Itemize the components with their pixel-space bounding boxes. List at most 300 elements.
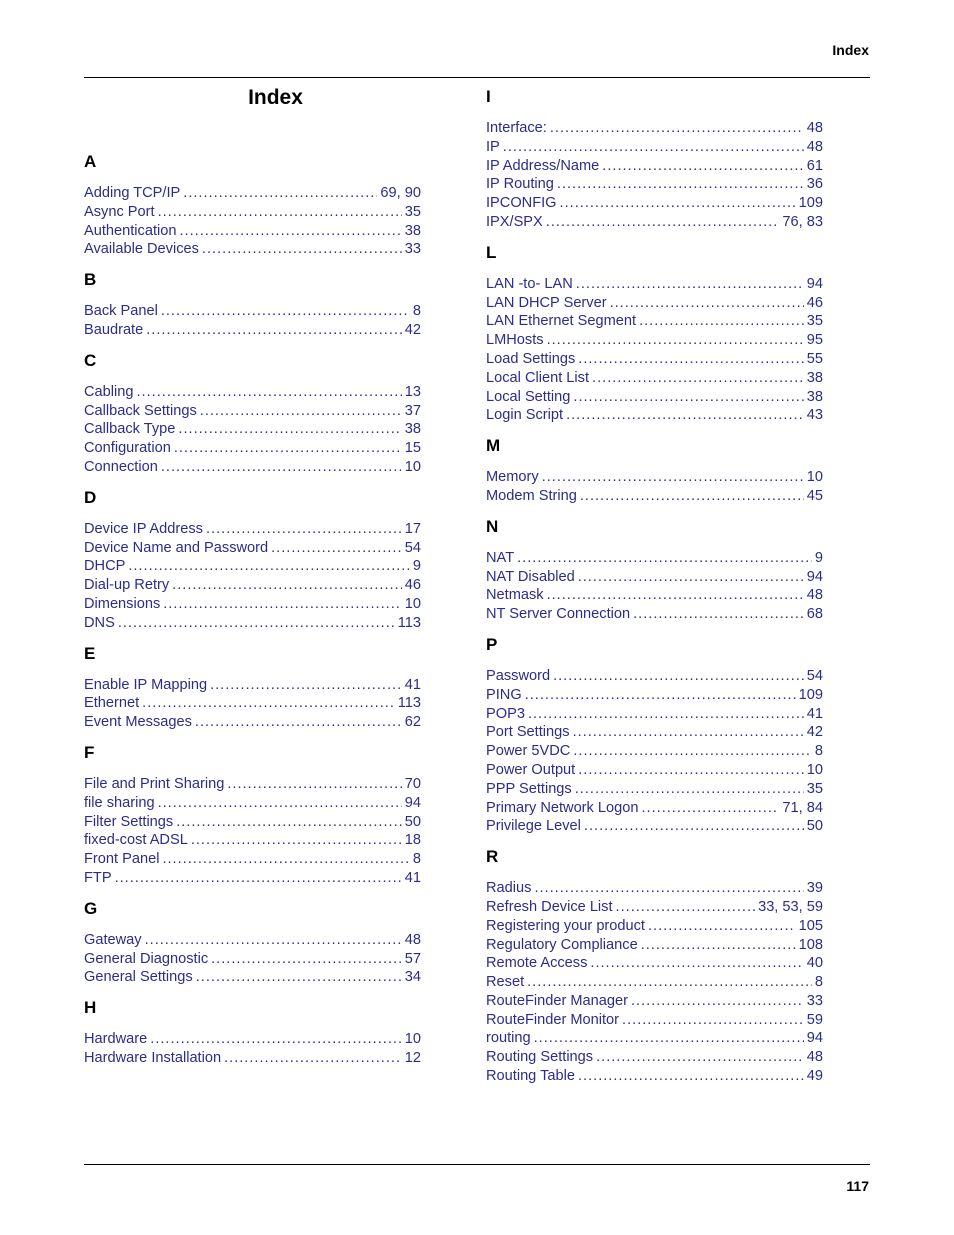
page-references[interactable]: 10 (806, 469, 823, 486)
index-entry[interactable] (486, 917, 823, 936)
index-entry[interactable] (486, 1029, 823, 1048)
page-references[interactable]: 109 (798, 686, 823, 703)
page-references[interactable]: 39 (806, 880, 823, 897)
index-term[interactable]: PING (486, 686, 522, 703)
index-entry[interactable] (486, 954, 823, 973)
index-term[interactable]: NAT Disabled (486, 568, 575, 585)
dot-leader (115, 869, 402, 888)
index-entry[interactable] (486, 350, 823, 369)
dot-leader (172, 576, 402, 595)
index-entry[interactable] (486, 705, 823, 724)
page-references[interactable]: 41 (806, 705, 823, 722)
index-entry[interactable] (486, 138, 823, 157)
index-section (84, 350, 421, 477)
index-term[interactable]: Interface: (486, 120, 547, 136)
index-term[interactable]: Refresh Device List (486, 898, 613, 915)
index-term[interactable]: File and Print Sharing (84, 775, 225, 792)
page-references[interactable]: 34 (404, 969, 421, 986)
page-references[interactable]: 71, 84 (782, 799, 823, 816)
dot-leader (191, 831, 402, 850)
index-term[interactable]: Callback Type (84, 421, 176, 438)
index-entry[interactable] (486, 761, 823, 780)
dot-leader (161, 302, 410, 321)
index-term[interactable]: Power 5VDC (486, 743, 571, 760)
index-entry[interactable] (486, 119, 823, 138)
index-term[interactable]: Reset (486, 974, 525, 991)
index-term[interactable]: LMHosts (486, 332, 544, 349)
running-head: Index (832, 42, 869, 58)
index-entry[interactable] (486, 194, 823, 213)
dot-leader (576, 275, 804, 294)
index-term[interactable]: Port Settings (486, 724, 570, 741)
index-entry[interactable] (84, 520, 421, 539)
page-references[interactable]: 108 (798, 936, 823, 953)
index-entry[interactable] (84, 439, 421, 458)
page-references[interactable]: 57 (404, 950, 421, 967)
dot-leader (641, 936, 796, 955)
index-term[interactable]: Cabling (84, 383, 134, 400)
index-term[interactable]: RouteFinder Monitor (486, 1011, 620, 1028)
index-section (84, 997, 421, 1068)
page-references[interactable]: 10 (404, 1031, 421, 1048)
index-term[interactable]: Gateway (84, 931, 142, 948)
index-term[interactable]: FTP (84, 869, 112, 886)
section-letter: B (84, 270, 97, 290)
index-term[interactable]: Routing Table (486, 1068, 575, 1085)
index-term[interactable]: Connection (84, 458, 158, 475)
index-entry[interactable] (486, 780, 823, 799)
section-letter: A (84, 152, 97, 171)
dot-leader (596, 1048, 804, 1067)
dot-leader (602, 157, 803, 176)
index-entry[interactable] (84, 321, 421, 340)
footer-rule (84, 1164, 870, 1165)
index-term[interactable]: RouteFinder Manager (486, 992, 628, 1009)
page-references[interactable]: 70 (404, 775, 421, 792)
index-term[interactable]: LAN Ethernet Segment (486, 313, 637, 330)
index-entry[interactable] (84, 302, 421, 321)
index-term[interactable]: Dimensions (84, 595, 161, 612)
index-term[interactable]: Password (486, 667, 551, 684)
index-section (84, 487, 421, 633)
page-references[interactable]: 109 (798, 195, 823, 212)
index-entry[interactable] (486, 549, 823, 568)
page-references[interactable]: 9 (412, 558, 421, 575)
dot-leader (180, 222, 402, 241)
dot-leader (566, 406, 804, 425)
page-references[interactable]: 46 (806, 294, 823, 311)
index-entry[interactable] (84, 713, 421, 732)
page-references[interactable]: 8 (412, 303, 421, 320)
index-entry[interactable] (486, 936, 823, 955)
page-references[interactable]: 48 (404, 931, 421, 948)
index-term[interactable]: Ethernet (84, 695, 140, 712)
index-term[interactable]: fixed-cost ADSL (84, 832, 188, 849)
index-term[interactable]: Front Panel (84, 851, 160, 868)
dot-leader (610, 294, 804, 313)
dot-leader (622, 1011, 804, 1030)
index-term[interactable]: LAN -to- LAN (486, 275, 573, 292)
index-term[interactable]: IP (486, 138, 500, 155)
index-term[interactable]: PPP Settings (486, 780, 572, 797)
index-term[interactable]: IPCONFIG (486, 195, 557, 212)
page-references[interactable]: 33 (404, 241, 421, 258)
index-column-right (486, 86, 823, 1096)
index-entry[interactable] (486, 586, 823, 605)
dot-leader (580, 487, 804, 506)
page-references[interactable]: 12 (404, 1049, 421, 1066)
page-references[interactable]: 46 (404, 577, 421, 594)
index-entry[interactable] (486, 992, 823, 1011)
index-entry[interactable] (84, 203, 421, 222)
index-term[interactable]: Baudrate (84, 321, 144, 338)
dot-leader (648, 917, 796, 936)
dot-leader (202, 240, 402, 259)
index-term[interactable]: NT Server Connection (486, 606, 631, 623)
dot-leader (118, 614, 395, 633)
index-entry[interactable] (84, 869, 421, 888)
index-term[interactable]: Modem String (486, 487, 577, 504)
dot-leader (158, 203, 402, 222)
dot-leader (578, 1067, 804, 1086)
index-term[interactable]: Local Client List (486, 369, 590, 386)
index-term[interactable]: Back Panel (84, 303, 158, 320)
index-entry[interactable] (486, 605, 823, 624)
index-section (486, 435, 823, 506)
index-entry[interactable] (486, 369, 823, 388)
index-entry[interactable] (84, 222, 421, 241)
index-term[interactable]: Local Setting (486, 388, 571, 405)
page-references[interactable]: 8 (814, 743, 823, 760)
index-term[interactable]: Privilege Level (486, 818, 581, 835)
page-references[interactable]: 68 (806, 606, 823, 623)
section-letter: R (486, 847, 499, 867)
page-references[interactable]: 59 (806, 1011, 823, 1028)
dot-leader (158, 794, 402, 813)
index-entry[interactable] (84, 931, 421, 950)
page-references[interactable]: 35 (806, 313, 823, 330)
page-references[interactable]: 15 (404, 440, 421, 457)
index-entry[interactable] (486, 686, 823, 705)
index-term[interactable]: Load Settings (486, 350, 576, 367)
dot-leader (200, 402, 402, 421)
section-letter: L (486, 242, 497, 262)
index-entry[interactable] (84, 614, 421, 633)
dot-leader (573, 742, 812, 761)
dot-leader (550, 119, 804, 138)
page-references[interactable]: 17 (404, 520, 421, 537)
page-references[interactable]: 10 (404, 458, 421, 475)
page-references[interactable]: 49 (806, 1068, 823, 1085)
index-entry[interactable] (84, 420, 421, 439)
index-term[interactable]: Device IP Address (84, 520, 203, 537)
index-entry[interactable] (84, 240, 421, 259)
index-entry[interactable] (84, 676, 421, 695)
page-references[interactable]: 54 (404, 539, 421, 556)
index-term[interactable]: LAN DHCP Server (486, 294, 607, 311)
index-entry[interactable] (84, 458, 421, 477)
section-letter: C (84, 350, 97, 370)
index-term[interactable]: Adding TCP/IP (84, 185, 181, 201)
index-entry[interactable] (486, 1011, 823, 1030)
page-references[interactable]: 41 (404, 869, 421, 886)
index-entry[interactable] (84, 184, 421, 203)
index-section (84, 151, 421, 259)
index-entry[interactable] (84, 383, 421, 402)
page-references[interactable]: 38 (404, 421, 421, 438)
index-section (486, 242, 823, 425)
index-entry[interactable] (486, 879, 823, 898)
index-entry[interactable] (84, 539, 421, 558)
index-column-left (84, 151, 421, 1078)
page-references[interactable]: 45 (806, 487, 823, 504)
section-letter: E (84, 643, 96, 663)
index-section (84, 269, 421, 340)
page-references[interactable]: 54 (806, 667, 823, 684)
index-entry[interactable] (84, 595, 421, 614)
dot-leader (633, 605, 804, 624)
page-references[interactable]: 33, 53, 59 (758, 898, 823, 915)
index-entry[interactable] (486, 175, 823, 194)
index-entry[interactable] (486, 568, 823, 587)
index-entry[interactable] (84, 576, 421, 595)
dot-leader (573, 723, 804, 742)
page-references[interactable]: 10 (404, 595, 421, 612)
page-references[interactable]: 13 (404, 383, 421, 400)
index-entry[interactable] (84, 694, 421, 713)
index-entry[interactable] (84, 402, 421, 421)
page-references[interactable]: 69, 90 (380, 185, 421, 201)
dot-leader (503, 138, 804, 157)
dot-leader (578, 568, 804, 587)
dot-leader (557, 175, 804, 194)
index-term[interactable]: Primary Network Logon (486, 799, 639, 816)
dot-leader (631, 992, 804, 1011)
index-term[interactable]: Configuration (84, 440, 171, 457)
index-term[interactable]: IPX/SPX (486, 213, 543, 230)
index-section (84, 742, 421, 888)
page-references[interactable]: 43 (806, 407, 823, 424)
index-entry[interactable] (84, 794, 421, 813)
index-term[interactable]: Hardware Installation (84, 1049, 222, 1066)
page-references[interactable]: 94 (806, 275, 823, 292)
index-term[interactable]: file sharing (84, 794, 155, 811)
dot-leader (146, 321, 402, 340)
index-term[interactable]: DNS (84, 614, 115, 631)
page-references[interactable]: 35 (404, 203, 421, 220)
section-letter: D (84, 487, 97, 507)
section-letter: H (84, 998, 97, 1018)
section-letter: P (486, 634, 498, 654)
page-references[interactable]: 8 (412, 851, 421, 868)
page-references[interactable]: 35 (806, 780, 823, 797)
dot-leader (578, 350, 804, 369)
index-term[interactable]: NAT (486, 549, 515, 566)
dot-leader (528, 705, 804, 724)
dot-leader (176, 813, 402, 832)
index-term[interactable]: POP3 (486, 705, 525, 722)
index-entry[interactable] (486, 817, 823, 836)
dot-leader (547, 331, 804, 350)
index-entry[interactable] (486, 487, 823, 506)
index-entry[interactable] (486, 973, 823, 992)
dot-leader (224, 1049, 402, 1068)
index-section (486, 634, 823, 836)
index-entry[interactable] (486, 667, 823, 686)
page-references[interactable]: 94 (404, 794, 421, 811)
dot-leader (195, 713, 402, 732)
index-entry[interactable] (486, 1048, 823, 1067)
dot-leader (162, 850, 409, 869)
index-term[interactable]: Power Output (486, 761, 576, 778)
page-references[interactable]: 62 (404, 714, 421, 731)
page-references[interactable]: 40 (806, 955, 823, 972)
index-entry[interactable] (486, 213, 823, 232)
page-references[interactable]: 42 (404, 321, 421, 338)
page-references[interactable]: 48 (806, 138, 823, 155)
index-term[interactable]: Regulatory Compliance (486, 936, 638, 953)
index-term[interactable]: Radius (486, 880, 532, 897)
dot-leader (547, 586, 804, 605)
dot-leader (527, 973, 812, 992)
index-entry[interactable] (84, 850, 421, 869)
page-references[interactable]: 76, 83 (782, 213, 823, 230)
dot-leader (578, 761, 804, 780)
index-entry[interactable] (486, 742, 823, 761)
index-term[interactable]: Async Port (84, 203, 155, 220)
page-references[interactable]: 48 (806, 587, 823, 604)
dot-leader (271, 539, 402, 558)
index-term[interactable]: Remote Access (486, 955, 588, 972)
section-letter: G (84, 898, 98, 918)
index-entry[interactable] (84, 1049, 421, 1068)
dot-leader (137, 383, 402, 402)
index-term[interactable]: Login Script (486, 407, 564, 424)
index-section (84, 898, 421, 987)
page-references[interactable]: 94 (806, 1030, 823, 1047)
page-references[interactable]: 41 (404, 676, 421, 693)
dot-leader (163, 595, 402, 614)
dot-leader (575, 780, 804, 799)
index-term[interactable]: Dial-up Retry (84, 577, 170, 594)
index-term[interactable]: IP Address/Name (486, 157, 600, 174)
index-entry[interactable] (84, 950, 421, 969)
dot-leader (145, 931, 402, 950)
dot-leader (150, 1030, 402, 1049)
index-term[interactable]: Filter Settings (84, 813, 174, 830)
dot-leader (534, 1029, 804, 1048)
page-references[interactable]: 10 (806, 761, 823, 778)
index-entry[interactable] (486, 406, 823, 425)
page-references[interactable]: 37 (404, 402, 421, 419)
dot-leader (142, 694, 395, 713)
dot-leader (174, 439, 402, 458)
dot-leader (178, 420, 401, 439)
index-entry[interactable] (84, 557, 421, 576)
page-references[interactable]: 33 (806, 992, 823, 1009)
page-references[interactable]: 94 (806, 568, 823, 585)
dot-leader (573, 388, 803, 407)
index-term[interactable]: Memory (486, 469, 539, 486)
index-entry[interactable] (486, 468, 823, 487)
dot-leader (206, 520, 402, 539)
dot-leader (534, 879, 803, 898)
dot-leader (592, 369, 804, 388)
index-entry[interactable] (486, 157, 823, 176)
index-term[interactable]: Routing Settings (486, 1049, 594, 1066)
index-entry[interactable] (486, 294, 823, 313)
index-term[interactable]: Netmask (486, 587, 544, 604)
index-entry[interactable] (486, 275, 823, 294)
page-references[interactable]: 38 (806, 388, 823, 405)
index-term[interactable]: Authentication (84, 222, 177, 239)
page-references[interactable]: 38 (806, 369, 823, 386)
page-references[interactable]: 113 (397, 614, 421, 631)
page-references[interactable]: 95 (806, 332, 823, 349)
index-term[interactable]: Hardware (84, 1031, 148, 1048)
index-term[interactable]: General Diagnostic (84, 950, 209, 967)
index-entry[interactable] (84, 1030, 421, 1049)
index-entry[interactable] (486, 388, 823, 407)
page-references[interactable]: 36 (806, 176, 823, 193)
page-references[interactable]: 38 (404, 222, 421, 239)
dot-leader (227, 775, 401, 794)
index-term[interactable]: Event Messages (84, 714, 192, 731)
index-term[interactable]: Registering your product (486, 917, 645, 934)
dot-leader (546, 213, 780, 232)
page-references[interactable]: 42 (806, 724, 823, 741)
page-references[interactable]: 48 (806, 1049, 823, 1066)
page-references[interactable]: 61 (806, 157, 823, 174)
index-entry[interactable] (84, 813, 421, 832)
index-term[interactable]: Callback Settings (84, 402, 197, 419)
page-references[interactable]: 50 (404, 813, 421, 830)
page-references[interactable]: 18 (404, 832, 421, 849)
index-entry[interactable] (486, 723, 823, 742)
page-references[interactable]: 55 (806, 350, 823, 367)
index-term[interactable]: IP Routing (486, 176, 554, 193)
index-entry[interactable] (84, 968, 421, 987)
page-references[interactable]: 48 (806, 120, 823, 136)
index-entry[interactable] (486, 799, 823, 818)
index-section (486, 846, 823, 1086)
index-entry[interactable] (84, 775, 421, 794)
index-entry[interactable] (486, 898, 823, 917)
page-references[interactable]: 50 (806, 818, 823, 835)
page-references[interactable]: 9 (814, 549, 823, 566)
dot-leader (196, 968, 402, 987)
page-number: 117 (846, 1178, 869, 1194)
index-entry[interactable] (486, 331, 823, 350)
dot-leader (641, 799, 779, 818)
index-section (486, 516, 823, 624)
index-term[interactable]: Available Devices (84, 241, 199, 258)
dot-leader (211, 950, 402, 969)
index-term[interactable]: DHCP (84, 558, 126, 575)
index-term[interactable]: General Settings (84, 969, 193, 986)
index-entry[interactable] (486, 1067, 823, 1086)
page-references[interactable]: 8 (814, 974, 823, 991)
index-term[interactable]: Device Name and Password (84, 539, 269, 556)
page-references[interactable]: 113 (397, 695, 421, 712)
page-references[interactable]: 105 (798, 917, 823, 934)
index-term[interactable]: routing (486, 1030, 531, 1047)
index-term[interactable]: Enable IP Mapping (84, 676, 208, 693)
index-entry[interactable] (84, 831, 421, 850)
dot-leader (183, 184, 377, 203)
dot-leader (639, 312, 804, 331)
index-entry[interactable] (486, 312, 823, 331)
